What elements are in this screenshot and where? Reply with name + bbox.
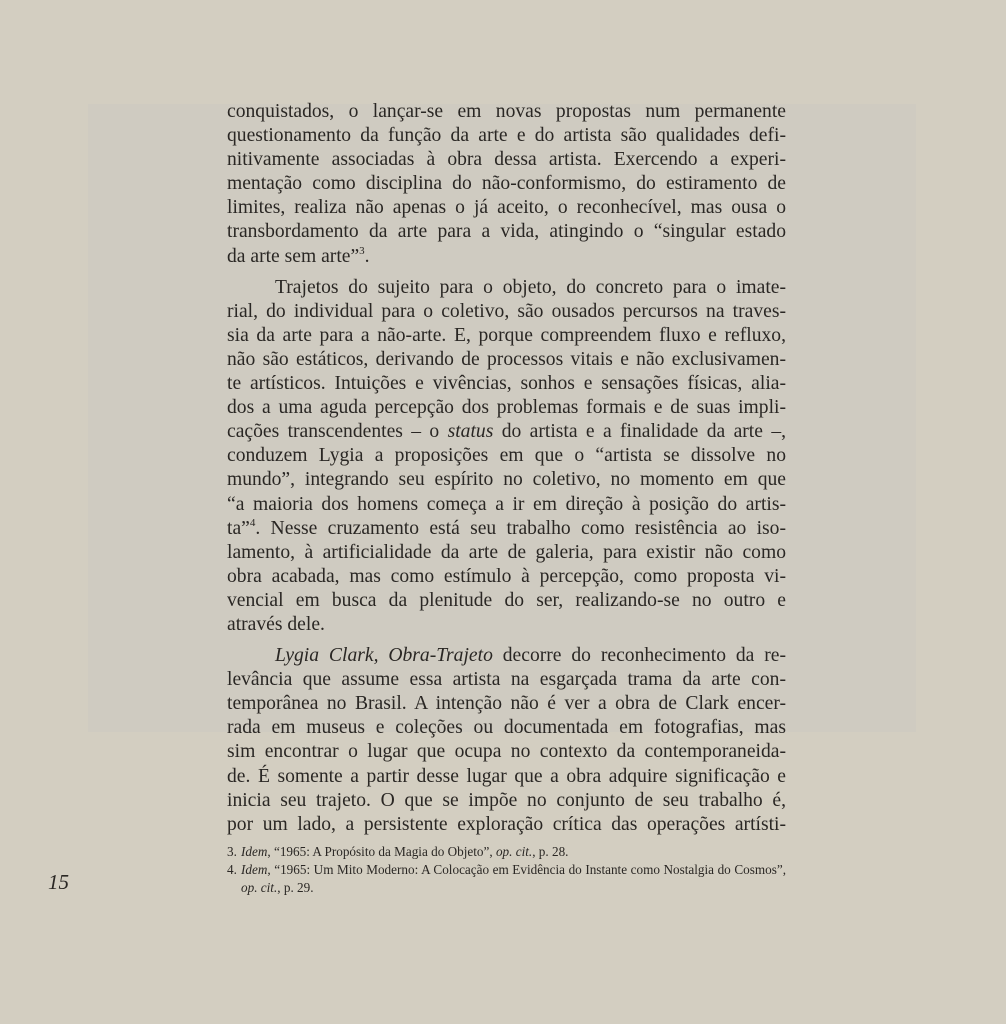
footnote-4 [227, 861, 786, 897]
body-text [227, 100, 786, 837]
text-line [227, 517, 786, 541]
text-fragment: ta” [227, 517, 250, 539]
text-line: mentação como disciplina do não-conformismo, do estiramento de [227, 173, 786, 195]
text-line: lamento, à artificialidade da arte de galeria, para existir não como [227, 541, 786, 563]
italic-term: status [447, 421, 494, 443]
text-line: mundo”, integrando seu espírito no coletivo, no momento em que [227, 469, 786, 491]
book-title: Lygia Clark, Obra-Trajeto [275, 645, 493, 667]
text-line: inicia seu trajeto. O que se impõe no conjunto de seu trabalho é, [227, 789, 786, 811]
footnote-page: , p. 28. [532, 844, 569, 859]
text-line: através dele. [227, 613, 325, 635]
footnote-author: Idem [241, 862, 268, 877]
footnote-text [241, 843, 786, 861]
paragraph-2 [227, 276, 786, 637]
text-line: de. É somente a partir desse lugar que a obra adquire significação e [227, 765, 786, 787]
text-fragment: do artista e a finalidade da arte –, [493, 421, 787, 443]
footnote-ref: op. cit. [495, 844, 533, 859]
text-line [227, 420, 786, 444]
footnote-3 [227, 843, 786, 861]
footnote-number: 3. [227, 844, 237, 859]
text-line: rada em museus e coleções ou documentada em fotografias, mas [227, 717, 786, 739]
text-line: obra acabada, mas como estímulo à percepção, como proposta vi- [227, 565, 786, 587]
footnote-title: , “1965: Um Mito Moderno: A Colocação em Evidência do Instante como Nostalgia do Cosmos”, [267, 862, 786, 877]
text-line: limites, realiza não apenas o já aceito, o reconhecível, mas ousa o [227, 197, 786, 219]
footnotes [227, 843, 786, 897]
footnote-author: Idem [241, 844, 268, 859]
text-line: sia da arte para a não-arte. E, porque compreendem fluxo e refluxo, [227, 324, 786, 346]
footnote-page: , p. 29. [277, 880, 314, 895]
text-fragment: decorre do reconhecimento da re- [492, 645, 786, 667]
text-line: levância que assume essa artista na esgarçada trama da arte con- [227, 669, 786, 691]
paragraph-3 [227, 644, 786, 837]
text-line: conquistados, o lançar-se em novas propostas num permanente [227, 101, 786, 122]
page-number: 15 [48, 870, 69, 894]
text-fragment: da arte sem arte” [227, 245, 360, 267]
text-line: “a maioria dos homens começa a ir em direção à posição do artis- [227, 493, 786, 515]
text-fragment: . Nesse cruzamento está seu trabalho como resistência ao iso- [255, 517, 786, 539]
text-line: temporânea no Brasil. A intenção não é ver a obra de Clark encer- [227, 693, 786, 715]
footnote-text [241, 861, 786, 897]
footnote-title: , “1965: A Propósito da Magia do Objeto”, [267, 844, 496, 859]
text-line: por um lado, a persistente exploração crítica das operações artísti- [227, 813, 786, 835]
text-line: não são estáticos, derivando de processos vitais e não exclusivamen- [227, 348, 786, 370]
text-fragment: . [364, 245, 370, 267]
text-line: nitivamente associadas à obra dessa artista. Exercendo a experi- [227, 149, 786, 171]
text-line: conduzem Lygia a proposições em que o “artista se dissolve no [227, 445, 786, 467]
text-line: vencial em busca da plenitude do ser, realizando-se no outro e [227, 589, 786, 611]
text-line [227, 644, 786, 668]
text-line: te artísticos. Intuições e vivências, sonhos e sensações físicas, alia- [227, 373, 786, 395]
footnote-number: 4. [227, 862, 237, 877]
text-line: sim encontrar o lugar que ocupa no contexto da contemporaneida- [227, 741, 786, 763]
footnote-ref-3: 3 [359, 244, 365, 257]
footnote-ref: op. cit. [241, 880, 278, 895]
paragraph-1 [227, 100, 786, 269]
text-line: questionamento da função da arte e do artista são qualidades defi- [227, 125, 786, 147]
text-line [227, 245, 786, 269]
text-fragment: cações transcendentes – o [227, 421, 448, 443]
text-line: rial, do individual para o coletivo, são ousados percursos na traves- [227, 300, 786, 322]
text-line: dos a uma aguda percepção dos problemas formais e de suas impli- [227, 397, 786, 419]
footnote-ref-4: 4 [249, 516, 256, 529]
text-line: transbordamento da arte para a vida, atingindo o “singular estado [227, 221, 786, 243]
text-line: Trajetos do sujeito para o objeto, do concreto para o imate- [275, 276, 786, 298]
